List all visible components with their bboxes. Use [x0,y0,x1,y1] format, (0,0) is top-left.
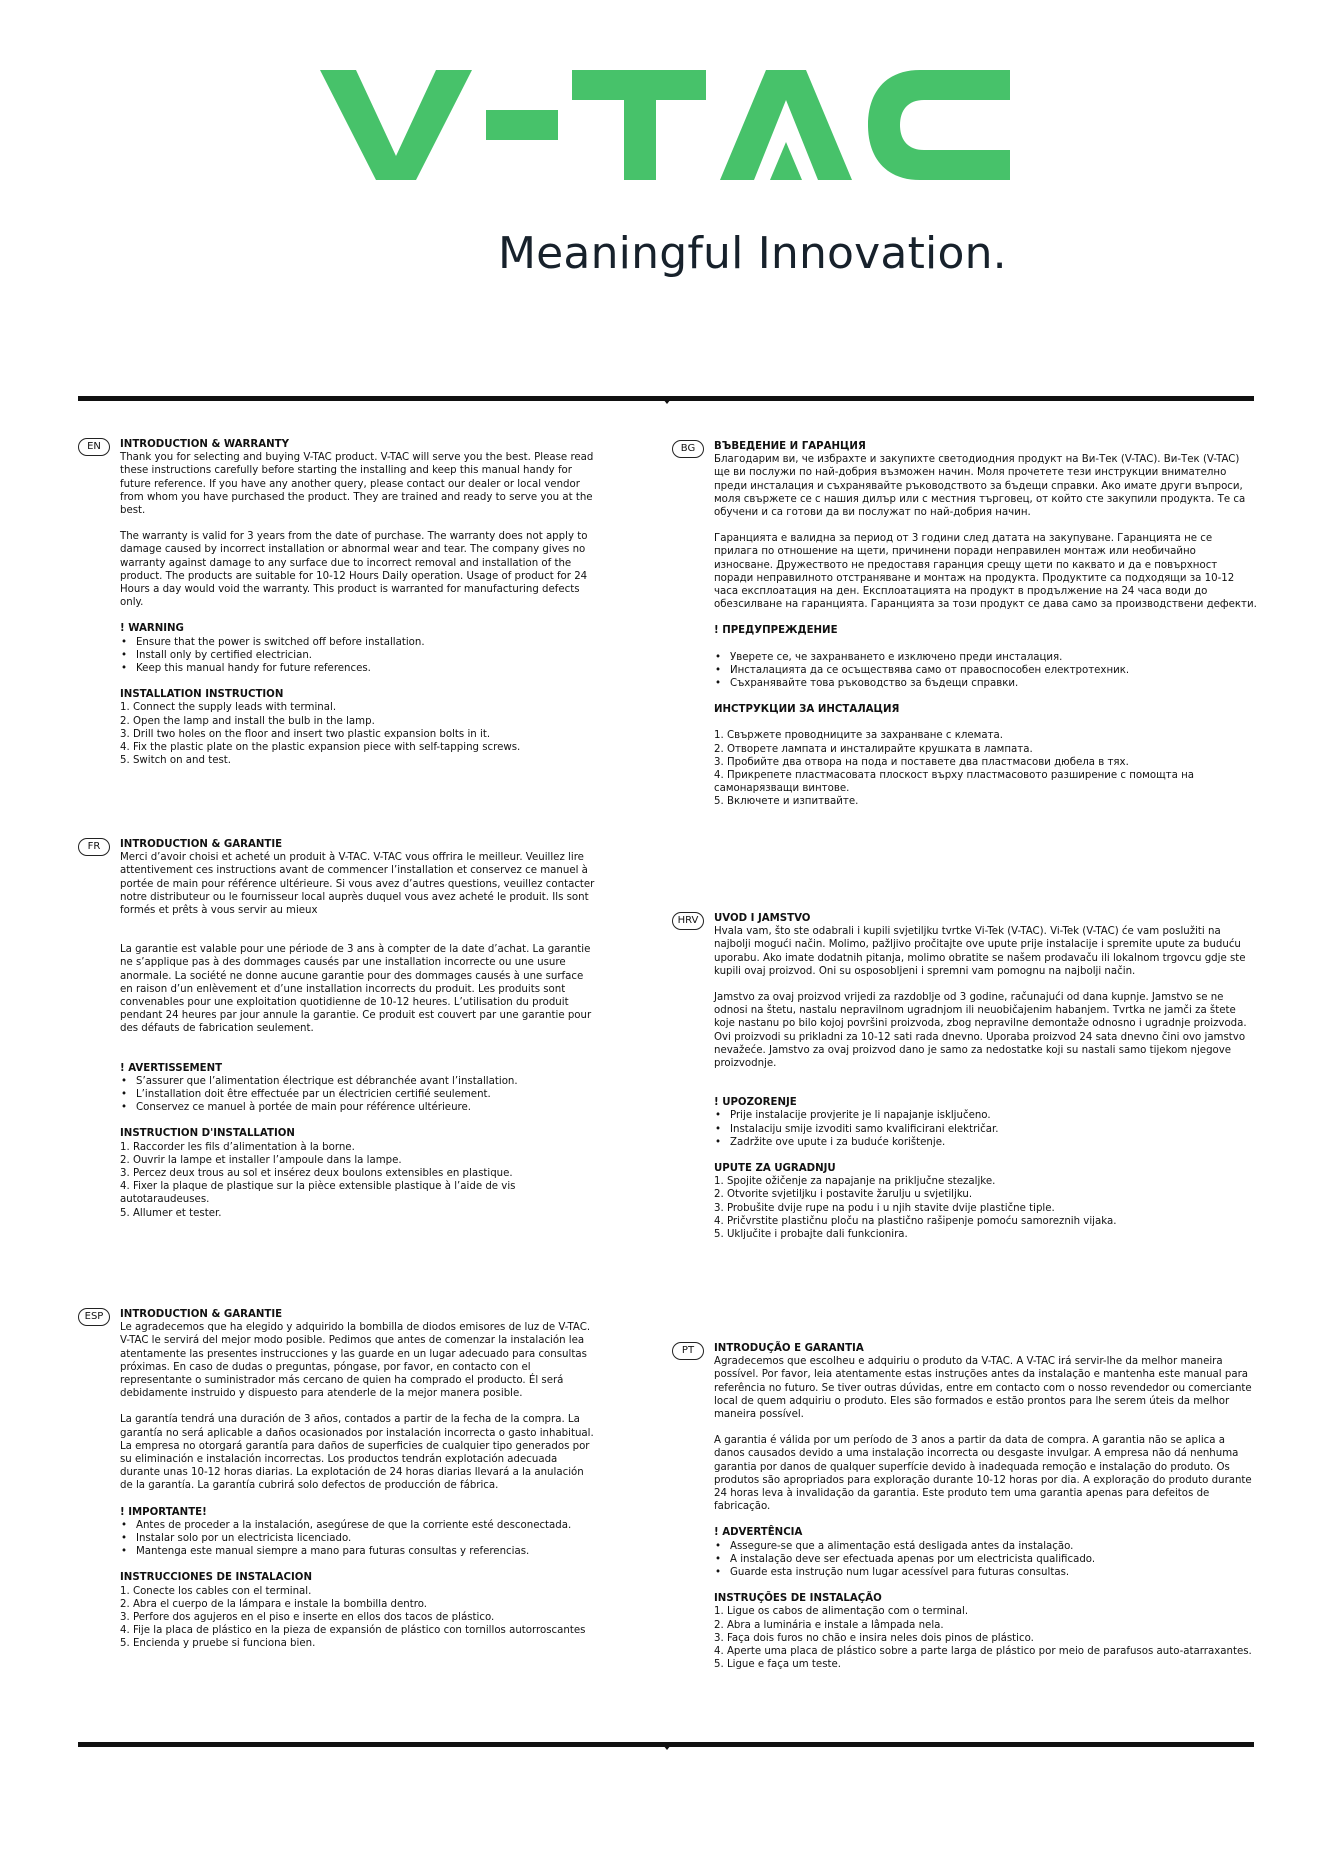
install-title: UPUTE ZA UGRADNJU [714,1163,836,1175]
warranty-text: La garantie est valable pour une période de 3 ans à compter de la date d’achat. La garantie ne s’applique pas à des dommages causés par une installation incorrecte ou une usure anormale. La société ne donne aucune garantie pour des dommages causés à une surface en raison d’un enlèvement et d’une installation incorrects du produit. Les produits sont convenables pour une exploitation quotidienne de 10-12 heures. L’utilisation du produit pendant 24 heures par jour annule la garantie. Ce produit est couvert par une garantie pour des défauts de fabrication seulement. [120,944,592,1035]
install-steps [120,701,598,767]
list-item: 3. Perfore dos agujeros en el piso e inserte en ellos dos tacos de plástico. [120,1612,495,1624]
list-item: 2. Open the lamp and install the bulb in the lamp. [120,715,375,727]
list-item: • Keep this manual handy for future references. [120,662,598,675]
list-item: 4. Прикрепете пластмасовата плоскост върху пластмасовото разширение с помощта на самонарязващи винтове. [714,770,1194,795]
list-item: • Install only by certified electrician. [120,649,598,662]
list-item: 4. Pričvrstite plastičnu ploču na plastično rašірenje pomoću samoreznih vijaka. [714,1215,1117,1227]
tagline: Meaningful Innovation. [498,228,1007,279]
list-item: 4. Fije la placa de plástico en la pieza de expansión de plástico con tornillos autorroscantes [120,1625,586,1637]
list-item: 2. Abra a luminária e instale a lâmpada nela. [714,1619,944,1631]
list-item: 2. Otvorite svjetiljku i postavite žarulju u svjetiljku. [714,1189,973,1201]
warning-list [120,1075,598,1115]
intro-text: Благодарим ви, че избрахте и закупихте светодиодния продукт на Ви-Тек (V-TAC). Ви-Тек (V-TAC) ще ви послужи по най-добрия възможен начин. Моля прочетете тези инструкции внимателно преди инсталация и съхранявайте ръководството за бъдещи справки. Ако имате други въпроси, моля свържете се с нашия дилър или с местния търговец, от който сте закупили продукта. Те са обучени и са готови да ви послужат по най-добрия начин. [714,454,1246,519]
warranty-text: The warranty is valid for 3 years from the date of purchase. The warranty does not apply to damage caused by incorrect installation or abnormal wear and tear. The company gives no warranty against damage to any surface due to incorrect removal and installation of the product. The products are suitable for 10-12 Hours Daily operation. Usage of product for 24 Hours a day would void the warranty. This product is warranted for manufacturing defects only. [120,531,588,609]
section-bg [672,440,1258,809]
list-item: • Инсталацията да се осъществява само от правоспособен електротехник. [714,664,1258,677]
warning-title: ! UPOZORENJE [714,1097,797,1109]
warning-title: ! AVERTISSEMENT [120,1062,223,1074]
list-item: • Assegure-se que a alimentação está desligada antes da instalação. [714,1540,1258,1553]
warning-title: ! ПРЕДУПРЕЖДЕНИЕ [714,625,838,637]
language-badge: HRV [672,912,704,930]
section-title: INTRODUCTION & WARRANTY [120,439,289,450]
install-steps [714,1175,1258,1241]
install-title: INSTRUCCIONES DE INSTALACION [120,1572,312,1584]
install-title: INSTRUCTION D'INSTALLATION [120,1128,295,1140]
section-title: INTRODUCTION & GARANTIE [120,839,283,850]
list-item: • L’installation doit être effectuée par un électricien certifié seulement. [120,1088,598,1101]
list-item: • Instalaciju smije izvoditi samo kvalificirani električar. [714,1123,1258,1136]
list-item: 3. Пробийте два отвора на пода и поставете два пластмасови дюбела в тях. [714,756,1129,768]
list-item: 1. Свържете проводниците за захранване с клемата. [714,730,1004,742]
warning-title: ! WARNING [120,623,184,635]
list-item: 1. Raccorder les fils d’alimentation à la borne. [120,1141,355,1153]
list-item: • A instalação deve ser efectuada apenas por um electricista qualificado. [714,1553,1258,1566]
v-tac-logo [320,70,1010,180]
list-item: 5. Uključite i probajte dali funkcionira. [714,1229,908,1241]
section-title: INTRODUCTION & GARANTIE [120,1309,283,1320]
list-item: 3. Probušite dvije rupe na podu i u njih stavite dvije plastične tiple. [714,1202,1055,1214]
list-item: 4. Fixer la plaque de plastique sur la pièce extensible plastique à l’aide de vis autotaraudeuses. [120,1181,516,1206]
warning-list [714,651,1258,691]
install-steps [714,729,1258,808]
list-item: • Conservez ce manuel à portée de main pour référence ultérieure. [120,1101,598,1114]
list-item: 5. Switch on and test. [120,755,232,767]
bottom-divider [78,1742,1254,1747]
intro-text: Le agradecemos que ha elegido y adquirido la bombilla de diodos emisores de luz de V-TAC. V-TAC le servirá del mejor modo posible. Pedimos que antes de comenzar la instalación lea atentamente las presentes instrucciones y las guarde en un lugar adecuado para consultas próximas. En caso de dudas o preguntas, póngase, por favor, en contacto con el representante o suministrador más cercano de quien ha comprado el producto. Él será debidamente instruido y dispuesto para atenderle de la mejor manera posible. [120,1322,591,1400]
list-item: • Antes de proceder a la instalación, asegúrese de que la corriente esté desconectada. [120,1519,598,1532]
warranty-text: Гаранцията е валидна за период от 3 години след датата на закупуване. Гаранцията не се прилага по отношение на щети, причинени поради неправилен монтаж или необичайно износване. Дружеството не предоставя гаранция срещу щети по каквато и да е повърхност поради неправилното отстраняване и монтаж на продукта. Продуктите са подходящи за 10-12 часа експлоатация на ден. Експлоатацията на продукт в продължение на 24 часа води до обезсилване на гаранцията. Гаранцията за този продукт се дава само за производствени дефекти. [714,533,1257,611]
list-item: 2. Ouvrir la lampe et installer l’ampoule dans la lampe. [120,1154,402,1166]
list-item: • Instalar solo por un electricista licenciado. [120,1532,598,1545]
install-title: ИНСТРУКЦИИ ЗА ИНСТАЛАЦИЯ [714,704,900,716]
warning-list [120,636,598,676]
section-hr [672,912,1258,1241]
list-item: • Уверете се, че захранването е изключено преди инсталация. [714,651,1258,664]
list-item: • Съхранявайте това ръководство за бъдещи справки. [714,677,1258,690]
warning-list [714,1540,1258,1580]
language-badge: PT [672,1342,704,1360]
language-badge: BG [672,440,704,458]
warning-list [120,1519,598,1559]
list-item: • S’assurer que l’alimentation électrique est débranchée avant l’installation. [120,1075,598,1088]
list-item: 1. Connect the supply leads with terminal. [120,702,337,714]
warranty-text: A garantia é válida por um período de 3 anos a partir da data de compra. A garantia não se aplica a danos causados devido a uma instalação incorrecta ou desgaste invulgar. A empresa não dá nenhuma garantia por danos de qualquer superfície devido à inadequada remoção e instalação do produto. Os produtos são apropriados para exploração durante 10-12 horas por dia. A exploração do produto durante 24 horas leva à invalidação da garantia. Este produto tem uma garantia apenas para defeitos de fabricação. [714,1435,1252,1513]
list-item: 4. Fix the plastic plate on the plastic expansion piece with self-tapping screws. [120,742,521,754]
warranty-text: La garantía tendrá una duración de 3 años, contados a partir de la fecha de la compra. La garantía no será aplicable a daños ocasionados por instalación incorrecta o gasto inhabitual. La empresa no otorgará garantía para daños de superficies de cualquier tipo generados por su eliminación e instalación incorrectas. Los productos tendrán explotación adecuada durante unas 10-12 horas diarias. La explotación de 24 horas diarias llevará a la anulación de la garantía. La garantía cubrirá solo defectos de producción de fábrica. [120,1414,594,1492]
list-item: 3. Percez deux trous au sol et insérez deux boulons extensibles en plastique. [120,1168,513,1180]
list-item: 5. Encienda y pruebe si funciona bien. [120,1638,316,1650]
list-item: 4. Aperte uma placa de plástico sobre a parte larga de plástico por meio de parafusos auto-atarraxantes. [714,1646,1252,1658]
list-item: 5. Включете и изпитвайте. [714,796,859,808]
install-title: INSTRUÇÕES DE INSTALAÇÃO [714,1593,882,1605]
list-item: 5. Ligue e faça um teste. [714,1659,842,1671]
list-item: 5. Allumer et tester. [120,1207,222,1219]
warning-title: ! IMPORTANTE! [120,1506,207,1518]
section-title: ВЪВЕДЕНИЕ И ГАРАНЦИЯ [714,441,866,452]
list-item: 2. Abra el cuerpo de la lámpara e instale la bombilla dentro. [120,1598,428,1610]
install-title: INSTALLATION INSTRUCTION [120,689,284,701]
section-pt [672,1342,1258,1671]
list-item: 3. Faça dois furos no chão e insira neles dois pinos de plástico. [714,1632,1034,1644]
warning-title: ! ADVERTÊNCIA [714,1527,803,1539]
language-badge: FR [78,838,110,856]
language-badge: EN [78,438,110,456]
intro-text: Agradecemos que escolheu e adquiriu o produto da V-TAC. A V-TAC irá servir-lhe da melhor maneira possível. Por favor, leia atentamente estas instruções antes da instalação e mantenha este manual para referência no futuro. Se tiver outras dúvidas, entre em contacto com o nosso revendedor ou comerciante local de quem adquiriu o produto. Eles são formados e estão prontos para lhe serem úteis da melhor maneira possível. [714,1356,1252,1421]
list-item: • Prije instalacije provjerite je li napajanje isključeno. [714,1109,1258,1122]
list-item: 1. Spojite ožičenje za napajanje na priključne stezaljke. [714,1176,996,1188]
install-steps [120,1141,598,1220]
list-item: • Ensure that the power is switched off before installation. [120,636,598,649]
list-item: • Zadržite ove upute i za buduće korištenje. [714,1136,1258,1149]
section-en [78,438,598,767]
intro-text: Merci d’avoir choisi et acheté un produit à V-TAC. V-TAC vous offrira le meilleur. Veuillez lire attentivement ces instructions avant de commencer l’installation et conservez ce manuel à portée de main pour référence ultérieure. Si vous avez d’autres questions, veuillez contacter notre distributeur ou le fournisseur local auprès duquel vous avez acheté le produit. Ils sont formés et prêts à vous servir au mieux [120,852,595,917]
list-item: 3. Drill two holes on the floor and insert two plastic expansion bolts in it. [120,728,491,740]
intro-text: Thank you for selecting and buying V-TAC product. V-TAC will serve you the best. Please read these instructions carefully before starting the installing and keep this manual handy for future reference. If you have any another query, please contact our dealer or local vendor from whom you have purchased the product. They are trained and ready to serve you at the best. [120,452,594,517]
list-item: • Mantenga este manual siempre a mano para futuras consultas y referencias. [120,1545,598,1558]
intro-text: Hvala vam, što ste odabrali i kupili svjetiljku tvrtke Vi-Tek (V-TAC). Vi-Tek (V-TAC) će vam poslužiti na najbolji mogući način. Molimo, pažljivo pročitajte ove upute prije instalacije i spremite upute za buduću uporabu. Ako imate dodatnih pitanja, molimo obratite se našem prodavaču ili lokalnom trgovcu gdje ste kupili ovaj proizvod. Oni su osposobljeni i spremni vam pomognu na najbolji način. [714,926,1246,977]
warning-list [714,1109,1258,1149]
list-item: • Guarde esta instrução num lugar acessível para futuras consultas. [714,1566,1258,1579]
top-divider [78,396,1254,401]
install-steps [120,1585,598,1651]
list-item: 1. Ligue os cabos de alimentação com o terminal. [714,1606,969,1618]
section-title: INTRODUÇÃO E GARANTIA [714,1343,864,1354]
language-badge: ESP [78,1308,110,1326]
section-fr [78,838,598,1220]
section-title: UVOD I JAMSTVO [714,913,811,924]
list-item: 2. Отворете лампата и инсталирайте крушката в лампата. [714,743,1033,755]
list-item: 1. Conecte los cables con el terminal. [120,1585,312,1597]
warranty-text: Jamstvo za ovaj proizvod vrijedi za razdoblje od 3 godine, računajući od dana kupnje. Jamstvo se ne odnosi na štetu, nastalu nepravilnom ugradnjom ili neuobičajenim habanjem. Tvrtka ne jamči za štete koje nastanu po bilo kojoj površini proizvoda, zbog nepravilne demontaže odnosno i ugradnje proizvoda. Ovi proizvodi su prikladni za 10-12 sati rada dnevno. Uporaba proizvod 24 sata dnevno čini ovo jamstvo nevažeće. Jamstvo za ovaj proizvod dano je samo za nedostatke koji su nastali samo tijekom njegove proizvodnje. [714,992,1247,1070]
install-steps [714,1605,1258,1671]
section-es [78,1308,598,1651]
